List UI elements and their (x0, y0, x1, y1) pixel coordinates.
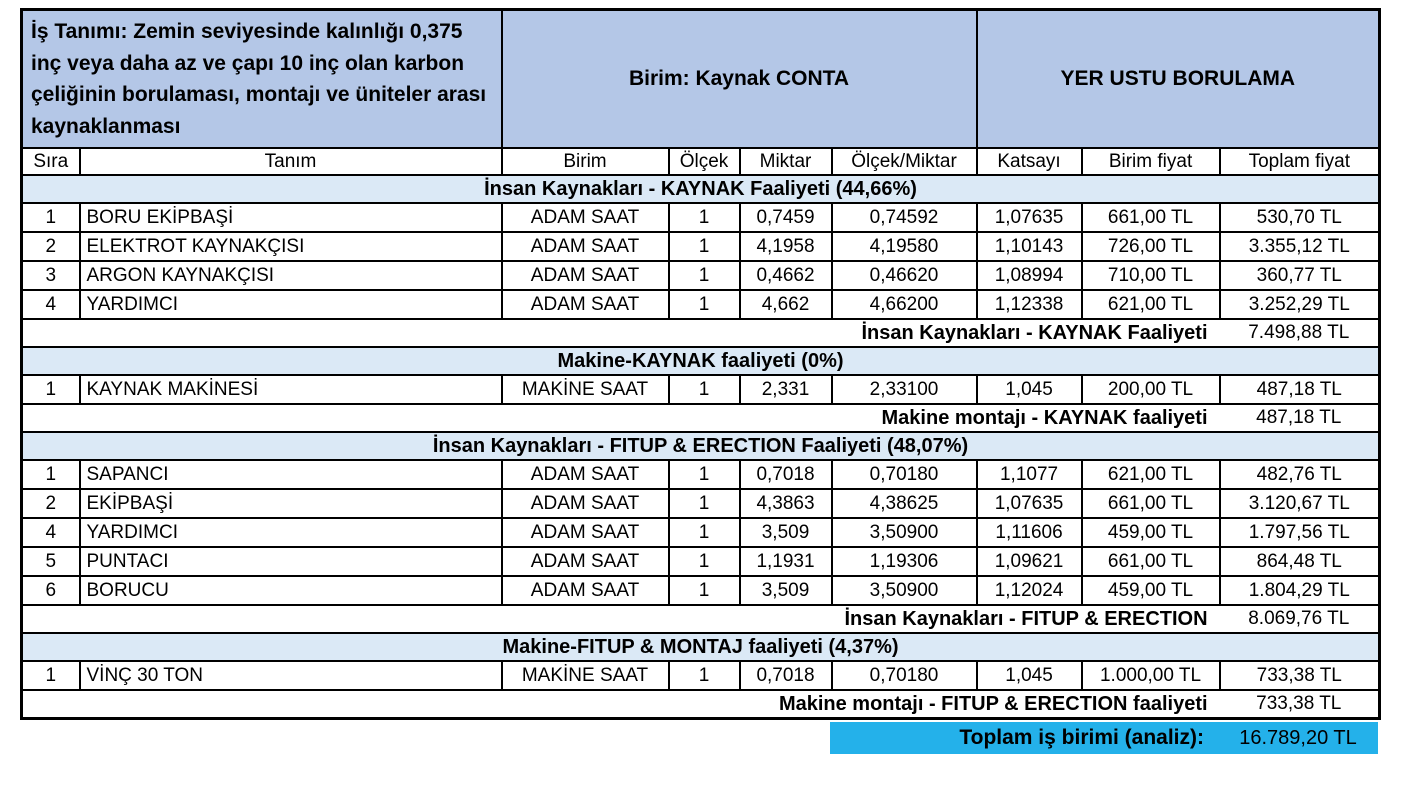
cell-miktar: 1,1931 (740, 547, 832, 576)
col-header-tanim: Tanım (80, 148, 502, 175)
cell-tanim: YARDIMCI (80, 290, 502, 319)
cell-miktar: 0,7459 (740, 203, 832, 232)
table-row (22, 576, 1380, 605)
cell-katsayi: 1,12338 (977, 290, 1082, 319)
cell-sira: 1 (22, 375, 80, 404)
cell-olcek-miktar: 4,19580 (832, 232, 977, 261)
section-4-rows (22, 661, 1380, 690)
cell-birim-fiyat: 661,00 TL (1082, 547, 1220, 576)
cell-sira: 1 (22, 203, 80, 232)
col-header-olcek-miktar: Ölçek/Miktar (832, 148, 977, 175)
cell-birim: ADAM SAAT (502, 489, 669, 518)
table-row (22, 661, 1380, 690)
grand-total-label: Toplam iş birimi (analiz): (959, 726, 1204, 749)
top-header-row (22, 10, 1380, 149)
cell-birim: MAKİNE SAAT (502, 661, 669, 690)
subtotal-value: 7.498,88 TL (1220, 319, 1380, 347)
cell-sira: 4 (22, 518, 80, 547)
col-header-olcek: Ölçek (669, 148, 740, 175)
cell-tanim: KAYNAK MAKİNESİ (80, 375, 502, 404)
cell-sira: 6 (22, 576, 80, 605)
cell-birim-fiyat: 710,00 TL (1082, 261, 1220, 290)
table-row (22, 518, 1380, 547)
cell-olcek: 1 (669, 261, 740, 290)
section-title: İnsan Kaynakları - FITUP & ERECTION Faaliyeti (48,07%) (22, 432, 1380, 460)
cell-tanim: SAPANCI (80, 460, 502, 489)
cell-olcek-miktar: 0,74592 (832, 203, 977, 232)
col-header-katsayi: Katsayı (977, 148, 1082, 175)
cell-tanim: PUNTACI (80, 547, 502, 576)
unit-title: Birim: Kaynak CONTA (502, 10, 977, 149)
cell-olcek: 1 (669, 375, 740, 404)
cell-toplam-fiyat: 1.804,29 TL (1220, 576, 1380, 605)
subtotal-value: 8.069,76 TL (1220, 605, 1380, 633)
cell-olcek: 1 (669, 547, 740, 576)
table-row (22, 203, 1380, 232)
cell-olcek: 1 (669, 489, 740, 518)
cell-miktar: 4,662 (740, 290, 832, 319)
cell-birim-fiyat: 661,00 TL (1082, 203, 1220, 232)
cell-olcek: 1 (669, 518, 740, 547)
cell-katsayi: 1,045 (977, 375, 1082, 404)
grand-total-row (830, 722, 1378, 754)
cell-toplam-fiyat: 3.355,12 TL (1220, 232, 1380, 261)
cell-katsayi: 1,045 (977, 661, 1082, 690)
section-header-row (22, 432, 1380, 460)
cell-katsayi: 1,12024 (977, 576, 1082, 605)
cell-sira: 2 (22, 232, 80, 261)
cell-toplam-fiyat: 530,70 TL (1220, 203, 1380, 232)
cell-tanim: ARGON KAYNAKÇISI (80, 261, 502, 290)
cell-tanim: EKİPBAŞİ (80, 489, 502, 518)
cell-katsayi: 1,11606 (977, 518, 1082, 547)
cell-sira: 1 (22, 460, 80, 489)
subtotal-row (22, 319, 1380, 347)
section-header-row (22, 633, 1380, 661)
section-header-row (22, 175, 1380, 203)
cell-toplam-fiyat: 864,48 TL (1220, 547, 1380, 576)
cell-tanim: VİNÇ 30 TON (80, 661, 502, 690)
cell-toplam-fiyat: 3.252,29 TL (1220, 290, 1380, 319)
cell-olcek-miktar: 2,33100 (832, 375, 977, 404)
cell-olcek: 1 (669, 661, 740, 690)
section-title: Makine-KAYNAK faaliyeti (0%) (22, 347, 1380, 375)
cell-miktar: 0,4662 (740, 261, 832, 290)
cell-tanim: ELEKTROT KAYNAKÇISI (80, 232, 502, 261)
col-header-miktar: Miktar (740, 148, 832, 175)
cell-toplam-fiyat: 360,77 TL (1220, 261, 1380, 290)
table-row (22, 547, 1380, 576)
section-1-rows (22, 203, 1380, 319)
cell-katsayi: 1,10143 (977, 232, 1082, 261)
cell-katsayi: 1,07635 (977, 203, 1082, 232)
cell-birim: ADAM SAAT (502, 460, 669, 489)
cell-birim: ADAM SAAT (502, 232, 669, 261)
section-title: Makine-FITUP & MONTAJ faaliyeti (4,37%) (22, 633, 1380, 661)
cell-birim-fiyat: 621,00 TL (1082, 290, 1220, 319)
cell-sira: 5 (22, 547, 80, 576)
cell-toplam-fiyat: 733,38 TL (1220, 661, 1380, 690)
col-header-sira: Sıra (22, 148, 80, 175)
cell-olcek-miktar: 0,70180 (832, 661, 977, 690)
cell-miktar: 4,3863 (740, 489, 832, 518)
cell-birim-fiyat: 200,00 TL (1082, 375, 1220, 404)
cell-olcek: 1 (669, 203, 740, 232)
cell-olcek-miktar: 3,50900 (832, 518, 977, 547)
table-row (22, 261, 1380, 290)
cell-birim-fiyat: 726,00 TL (1082, 232, 1220, 261)
cell-birim: ADAM SAAT (502, 261, 669, 290)
cell-birim-fiyat: 459,00 TL (1082, 576, 1220, 605)
cell-sira: 4 (22, 290, 80, 319)
cell-toplam-fiyat: 482,76 TL (1220, 460, 1380, 489)
grand-total-value: 16.789,20 TL (1239, 727, 1357, 749)
subtotal-row (22, 605, 1380, 633)
cell-tanim: BORUCU (80, 576, 502, 605)
subtotal-label: İnsan Kaynakları - KAYNAK Faaliyeti (22, 319, 1220, 347)
cell-miktar: 3,509 (740, 518, 832, 547)
cell-olcek: 1 (669, 290, 740, 319)
cost-analysis-table (20, 8, 1381, 720)
subtotal-label: İnsan Kaynakları - FITUP & ERECTION (22, 605, 1220, 633)
cell-birim: MAKİNE SAAT (502, 375, 669, 404)
cell-miktar: 2,331 (740, 375, 832, 404)
table-row (22, 489, 1380, 518)
cell-sira: 3 (22, 261, 80, 290)
cell-tanim: BORU EKİPBAŞİ (80, 203, 502, 232)
cell-olcek-miktar: 1,19306 (832, 547, 977, 576)
cell-miktar: 3,509 (740, 576, 832, 605)
cell-toplam-fiyat: 3.120,67 TL (1220, 489, 1380, 518)
cell-olcek: 1 (669, 460, 740, 489)
cell-olcek-miktar: 3,50900 (832, 576, 977, 605)
col-header-birim: Birim (502, 148, 669, 175)
cell-birim-fiyat: 459,00 TL (1082, 518, 1220, 547)
cell-miktar: 0,7018 (740, 661, 832, 690)
section-3-rows (22, 460, 1380, 605)
cell-olcek-miktar: 4,38625 (832, 489, 977, 518)
cell-katsayi: 1,08994 (977, 261, 1082, 290)
section-title: İnsan Kaynakları - KAYNAK Faaliyeti (44,66%) (22, 175, 1380, 203)
scope-title: YER USTU BORULAMA (977, 10, 1380, 149)
cell-olcek-miktar: 0,70180 (832, 460, 977, 489)
cell-birim-fiyat: 1.000,00 TL (1082, 661, 1220, 690)
section-2-rows (22, 375, 1380, 404)
cell-sira: 2 (22, 489, 80, 518)
cell-tanim: YARDIMCI (80, 518, 502, 547)
cell-sira: 1 (22, 661, 80, 690)
cell-birim: ADAM SAAT (502, 547, 669, 576)
job-description: İş Tanımı: Zemin seviyesinde kalınlığı 0,375 inç veya daha az ve çapı 10 inç olan karbon çeliğinin borulaması, montajı ve üniteler arası kaynaklanması (22, 10, 502, 149)
cell-toplam-fiyat: 1.797,56 TL (1220, 518, 1380, 547)
cell-toplam-fiyat: 487,18 TL (1220, 375, 1380, 404)
cost-table-wrap (20, 8, 1378, 754)
cell-miktar: 0,7018 (740, 460, 832, 489)
cell-birim: ADAM SAAT (502, 290, 669, 319)
col-header-birim-fiyat: Birim fiyat (1082, 148, 1220, 175)
cell-olcek: 1 (669, 576, 740, 605)
cell-olcek-miktar: 4,66200 (832, 290, 977, 319)
subtotal-label: Makine montajı - KAYNAK faaliyeti (22, 404, 1220, 432)
col-header-toplam-fiyat: Toplam fiyat (1220, 148, 1380, 175)
cell-katsayi: 1,1077 (977, 460, 1082, 489)
subtotal-value: 733,38 TL (1220, 690, 1380, 719)
column-header-row (22, 148, 1380, 175)
table-row (22, 290, 1380, 319)
cell-birim: ADAM SAAT (502, 576, 669, 605)
subtotal-value: 487,18 TL (1220, 404, 1380, 432)
cell-olcek: 1 (669, 232, 740, 261)
cell-miktar: 4,1958 (740, 232, 832, 261)
cell-birim: ADAM SAAT (502, 518, 669, 547)
table-row (22, 375, 1380, 404)
subtotal-label: Makine montajı - FITUP & ERECTION faaliyeti (22, 690, 1220, 719)
subtotal-row (22, 690, 1380, 719)
section-header-row (22, 347, 1380, 375)
table-row (22, 232, 1380, 261)
cell-olcek-miktar: 0,46620 (832, 261, 977, 290)
cell-katsayi: 1,09621 (977, 547, 1082, 576)
cell-birim-fiyat: 621,00 TL (1082, 460, 1220, 489)
cell-birim: ADAM SAAT (502, 203, 669, 232)
subtotal-row (22, 404, 1380, 432)
cell-katsayi: 1,07635 (977, 489, 1082, 518)
table-row (22, 460, 1380, 489)
cell-birim-fiyat: 661,00 TL (1082, 489, 1220, 518)
